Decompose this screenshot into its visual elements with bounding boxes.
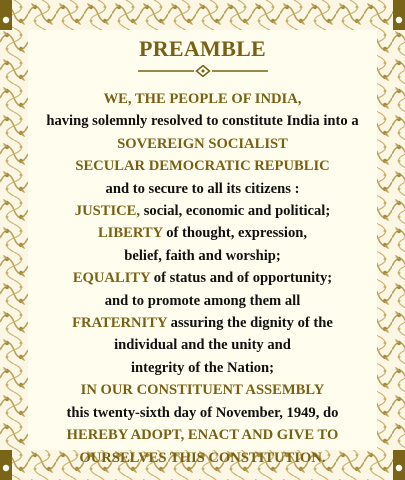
preamble-line (0, 110, 405, 132)
body-text: of status and of opportunity; (150, 270, 333, 287)
body-text: of thought, expression, (162, 225, 308, 242)
body-text: social, economic and political; (140, 203, 331, 220)
preamble-line (0, 133, 405, 155)
preamble-line (0, 290, 405, 312)
emphasis-text: EQUALITY (72, 270, 151, 287)
preamble-line (0, 402, 405, 424)
preamble-line (0, 222, 405, 244)
preamble-line (0, 155, 405, 177)
body-text: having solemnly resolved to constitute India into a (46, 113, 359, 130)
preamble-content (0, 36, 405, 469)
body-text: individual and the unity and (114, 337, 291, 354)
preamble-line (0, 245, 405, 267)
body-text: and to promote among them all (104, 292, 301, 309)
emphasis-text: JUSTICE, (74, 203, 141, 220)
emphasis-text: SECULAR DEMOCRATIC REPUBLIC (75, 158, 330, 175)
preamble-line (0, 88, 405, 110)
preamble-line (0, 379, 405, 401)
preamble-line (0, 267, 405, 289)
preamble-line (0, 334, 405, 356)
body-text: assuring the dignity of the (167, 315, 333, 332)
preamble-text (0, 88, 405, 469)
preamble-line (0, 447, 405, 469)
preamble-line (0, 200, 405, 222)
preamble-line (0, 178, 405, 200)
title-divider-ornament (138, 65, 268, 77)
body-text: this twenty-sixth day of November, 1949, do (66, 404, 339, 421)
emphasis-text: WE, THE PEOPLE OF INDIA, (103, 91, 302, 107)
emphasis-text: IN OUR CONSTITUENT ASSEMBLY (80, 382, 325, 399)
preamble-line (0, 357, 405, 379)
preamble-line (0, 424, 405, 446)
body-text: integrity of the Nation; (130, 359, 275, 376)
body-text: belief, faith and worship; (124, 247, 281, 264)
emphasis-text: FRATERNITY (72, 315, 168, 332)
body-text: and to secure to all its citizens : (105, 180, 300, 197)
emphasis-text: HEREBY ADOPT, ENACT AND GIVE TO (66, 427, 339, 444)
page-title: PREAMBLE (138, 36, 267, 61)
emphasis-text: LIBERTY (97, 225, 163, 242)
emphasis-text: SOVEREIGN SOCIALIST (117, 135, 288, 152)
preamble-line (0, 312, 405, 334)
emphasis-text: OURSELVES THIS CONSTITUTION. (79, 449, 326, 466)
